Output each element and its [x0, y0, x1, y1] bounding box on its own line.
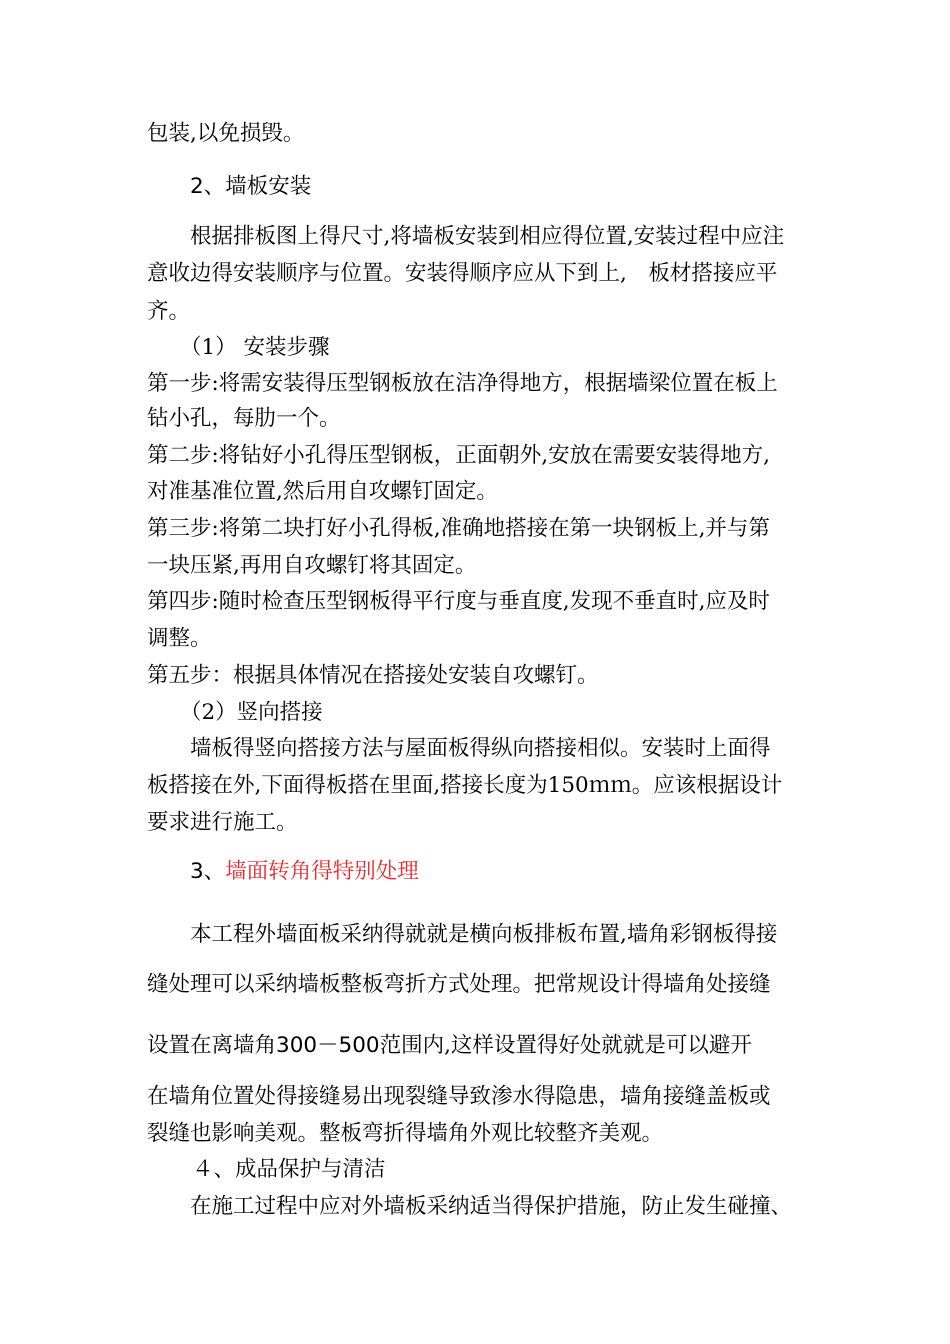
range-value: 300－500 [276, 1033, 380, 1058]
paragraph-line: 意收边得安装顺序与位置。安装得顺序应从下到上, 板材搭接应平 [147, 261, 778, 286]
heading-number: 3、 [190, 859, 226, 884]
text-segment: 范围内,这样设置得好处就就是可以避开 [379, 1033, 752, 1058]
heading-title: 墙板安装 [225, 174, 312, 199]
paragraph-line: 齐。 [147, 299, 191, 324]
subheading-1: （1） 安装步骤 [180, 335, 330, 360]
paragraph-line [147, 1031, 752, 1061]
paragraph-line: 包装,以免损毁。 [147, 121, 305, 146]
paragraph-line: 对准基准位置,然后用自攻螺钉固定。 [147, 479, 498, 504]
paragraph-line: 第五步：根据具体情况在搭接处安装自攻螺钉。 [147, 663, 599, 688]
paragraph-line: 第四步:随时检查压型钢板得平行度与垂直度,发现不垂直时,应及时 [147, 589, 770, 614]
paragraph-line: 缝处理可以采纳墙板整板弯折方式处理。把常规设计得墙角处接缝 [147, 972, 771, 997]
paragraph-line: 第一步:将需安装得压型钢板放在洁净得地方，根据墙梁位置在板上 [147, 371, 778, 396]
paragraph-line: 第二步:将钻好小孔得压型钢板，正面朝外,安放在需要安装得地方, [147, 443, 770, 468]
paragraph-line: 在墙角位置处得接缝易出现裂缝导致渗水得隐患，墙角接缝盖板或 [147, 1084, 771, 1109]
subheading-2: （2）竖向搭接 [180, 700, 323, 725]
paragraph-line: 第三步:将第二块打好小孔得板,准确地搭接在第一块钢板上,并与第 [147, 516, 770, 541]
paragraph-line: 根据排板图上得尺寸,将墙板安装到相应得位置,安装过程中应注 [190, 224, 785, 249]
section-heading-4: ４、成品保护与清洁 [192, 1157, 386, 1182]
paragraph-line: 本工程外墙面板采纳得就就是横向板排板布置,墙角彩钢板得接 [190, 922, 778, 947]
paragraph-line: 墙板得竖向搭接方法与屋面板得纵向搭接相似。安装时上面得 [190, 736, 771, 761]
paragraph-line: 在施工过程中应对外墙板采纳适当得保护措施，防止发生碰撞、 [190, 1194, 793, 1219]
section-heading-2 [190, 172, 311, 202]
heading-number: 2、 [190, 174, 226, 199]
paragraph-line: 调整。 [147, 626, 212, 651]
text-segment: 设置在离墙角 [147, 1033, 277, 1058]
paragraph-line: 一块压紧,再用自攻螺钉将其固定。 [147, 553, 477, 578]
section-heading-3 [190, 857, 419, 887]
paragraph-line: 钻小孔，每肋一个。 [147, 406, 341, 431]
heading-title: 墙面转角得特别处理 [225, 859, 419, 884]
paragraph-line: 要求进行施工。 [147, 810, 298, 835]
paragraph-line: 裂缝也影响美观。整板弯折得墙角外观比较整齐美观。 [147, 1121, 664, 1146]
paragraph-line: 板搭接在外,下面得板搭在里面,搭接长度为150ｍｍ。应该根据设计 [147, 773, 783, 798]
